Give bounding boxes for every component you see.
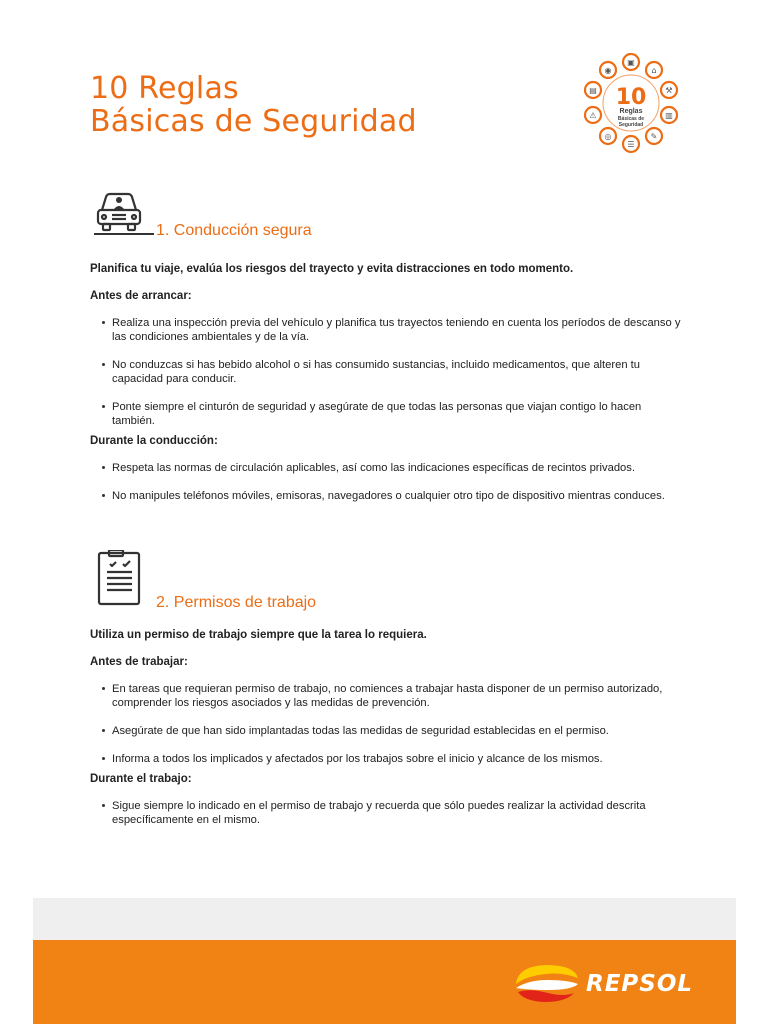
section-header <box>90 552 690 612</box>
group-heading: Antes de trabajar: <box>90 656 188 668</box>
bullet-list <box>90 682 690 766</box>
group-heading: Antes de arrancar: <box>90 290 192 302</box>
svg-text:▣: ▣ <box>627 58 635 67</box>
badge-text-2: Básicas de <box>617 116 645 122</box>
page-title-line1: 10 Reglas <box>90 71 239 106</box>
badge-text-3: Seguridad <box>618 122 644 128</box>
svg-text:⌂: ⌂ <box>651 66 657 75</box>
clipboard-checklist-icon <box>94 550 144 608</box>
section-conduccion-segura <box>90 188 690 517</box>
section-title: 1. Conducción segura <box>156 222 312 239</box>
list-item: Realiza una inspección previa del vehículo y planifica tus trayectos teniendo en cuenta los períodos de descanso y las condiciones ambientales y de la vía. <box>90 316 682 344</box>
badge-text-1: Reglas <box>619 108 643 115</box>
list-item: No conduzcas si has bebido alcohol o si has consumido sustancias, incluido medicamentos, que alteren tu capacidad para conducir. <box>90 358 682 386</box>
bullet-list <box>90 461 690 503</box>
list-item: Asegúrate de que han sido implantadas todas las medidas de seguridad establecidas en el permiso. <box>90 724 682 738</box>
svg-text:☰: ☰ <box>627 140 635 149</box>
badge-number: 10 <box>615 85 647 110</box>
page-title-line2: Básicas de Seguridad <box>90 104 417 139</box>
section-underline <box>94 233 154 235</box>
list-item: No manipules teléfonos móviles, emisoras, navegadores o cualquier otro tipo de dispositivo mientras conduces. <box>90 489 682 503</box>
svg-text:◉: ◉ <box>604 66 612 75</box>
bullet-list <box>90 316 690 428</box>
svg-text:▤: ▤ <box>589 86 597 95</box>
svg-text:⚠: ⚠ <box>589 111 597 120</box>
list-item: Ponte siempre el cinturón de seguridad y asegúrate de que todas las personas que viajan contigo lo hacen también. <box>90 400 682 428</box>
section-permisos-trabajo <box>90 552 690 841</box>
group-heading: Durante el trabajo: <box>90 773 192 785</box>
bullet-list <box>90 799 690 827</box>
svg-text:◎: ◎ <box>604 132 612 141</box>
ten-rules-badge <box>576 48 686 158</box>
section-title: 2. Permisos de trabajo <box>156 594 317 611</box>
list-item: Respeta las normas de circulación aplicables, así como las indicaciones específicas de recintos privados. <box>90 461 682 475</box>
svg-text:✎: ✎ <box>650 132 658 141</box>
repsol-brand-text: REPSOL <box>586 971 694 997</box>
svg-text:▥: ▥ <box>665 111 673 120</box>
repsol-logo-icon <box>512 960 582 1004</box>
section-lead: Utiliza un permiso de trabajo siempre que la tarea lo requiera. <box>90 629 427 641</box>
section-header <box>90 188 690 248</box>
list-item: Informa a todos los implicados y afectados por los trabajos sobre el inicio y alcance de los mismos. <box>90 752 682 766</box>
footer-gray-band <box>33 898 736 940</box>
list-item: En tareas que requieran permiso de trabajo, no comiences a trabajar hasta disponer de un permiso autorizado, comprender los riesgos asociados y las medidas de prevención. <box>90 682 682 710</box>
section-lead: Planifica tu viaje, evalúa los riesgos del trayecto y evita distracciones en todo momento. <box>90 263 574 275</box>
group-heading: Durante la conducción: <box>90 435 218 447</box>
car-icon <box>94 188 144 234</box>
page-title <box>90 72 417 138</box>
svg-text:⚒: ⚒ <box>665 86 673 95</box>
list-item: Sigue siempre lo indicado en el permiso de trabajo y recuerda que sólo puedes realizar la actividad descrita específicamente en el mismo. <box>90 799 682 827</box>
